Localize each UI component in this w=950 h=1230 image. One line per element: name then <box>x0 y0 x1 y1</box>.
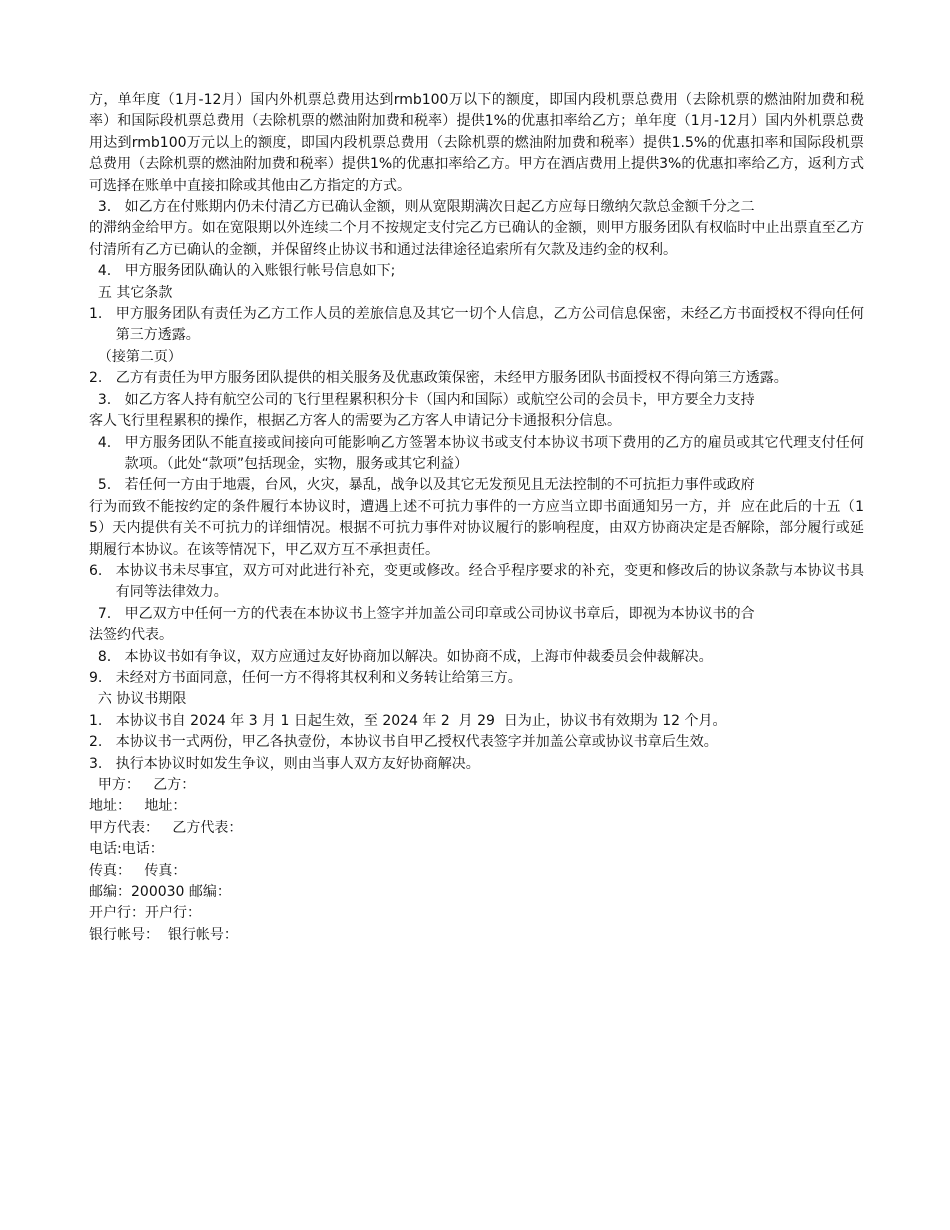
signature-phone: 电话:电话： <box>89 841 164 858</box>
list-item-dispute-resolution <box>89 754 864 775</box>
section-heading-other-terms: 五 其它条款 <box>89 284 173 301</box>
signature-fax: 传真： 传真： <box>89 862 187 879</box>
list-number: 6. <box>89 562 116 579</box>
list-item-confidentiality-b <box>89 368 864 389</box>
paragraph-mileage-card-continued: 客人飞行里程累积的操作，根据乙方客人的需要为乙方客人申请记分卡通报积分信息。 <box>89 413 621 430</box>
list-number: 7. <box>89 605 125 622</box>
list-text: 本协议书如有争议，双方应通过友好协商加以解决。如协商不成，上海市仲裁委员会仲裁解决。 <box>124 648 713 665</box>
list-number: 2. <box>89 734 116 751</box>
list-item-mileage-card <box>89 390 864 411</box>
section-heading-term: 六 协议书期限 <box>89 691 187 708</box>
list-number: 2. <box>89 370 116 387</box>
list-item-no-transfer <box>89 668 864 689</box>
list-item-bank-account <box>89 261 864 282</box>
list-item-copies <box>89 732 864 753</box>
list-number: 3. <box>89 199 125 216</box>
list-text: 甲方服务团队不能直接或间接向可能影响乙方签署本协议书或支付本协议书项下费用的乙方的雇员或其它代理支付任何款项。（此处“款项”包括现金，实物，服务或其它利益） <box>124 434 864 472</box>
list-text: 若任何一方由于地震，台风，火灾，暴乱，战争以及其它无发预见且无法控制的不可抗拒力事件或政府 <box>124 477 755 494</box>
list-number: 9. <box>89 669 116 686</box>
list-item-late-payment <box>89 197 864 218</box>
page-continuation-note: （接第二页） <box>89 348 182 365</box>
list-item-representatives <box>89 604 864 625</box>
list-item-confidentiality-a <box>89 304 864 347</box>
list-item-amendments <box>89 561 864 604</box>
list-text: 如乙方客人持有航空公司的飞行里程累积积分卡（国内和国际）或航空公司的会员卡，甲方要全力支持 <box>124 391 755 408</box>
contract-page <box>89 90 864 946</box>
list-number: 3. <box>89 391 125 408</box>
list-text: 本协议书自 2024 年 3 月 1 日起生效，至 2024 年 2 月 29 日为止，协议书有效期为 12 个月。 <box>115 712 727 729</box>
signature-address: 地址： 地址： <box>89 798 187 815</box>
signature-block <box>89 775 864 946</box>
list-number: 8. <box>89 648 125 665</box>
list-item-no-payments <box>89 433 864 476</box>
signature-postcode: 邮编：200030 邮编： <box>89 884 231 901</box>
list-text: 本协议书未尽事宜，双方可对此进行补充，变更或修改。经合乎程序要求的补充，变更和修改后的协议条款与本协议书具有同等法律效力。 <box>115 562 864 601</box>
paragraph-late-payment-continued: 的滞纳金给甲方。如在宽限期以外连续二个月不按规定支付完乙方已确认的金额，则甲方服务团队有权临时中止出票直至乙方付清所有乙方已确认的金额，并保留终止协议书和通过法律途径追索所有欠款及违约金的权利。 <box>89 220 864 258</box>
paragraph-force-majeure-continued: 行为而致不能按约定的条件履行本协议时，遭遇上述不可抗力事件的一方应当立即书面通知另一方，并 应在此后的十五（15）天内提供有关不可抗力的详细情况。根据不可抗力事件对协议履行的影响程度，由双方协商决定是否解除，部分履行或延期履行本协议。在该等情况下，甲乙双方互不承担责任。 <box>89 498 864 558</box>
list-number: 1. <box>89 306 116 323</box>
list-number: 4. <box>89 263 125 280</box>
list-item-disputes <box>89 647 864 668</box>
paragraph-discount-terms: 方，单年度（1月-12月）国内外机票总费用达到rmb100万以下的额度，即国内段机票总费用（去除机票的燃油附加费和税率）和国际段机票总费用（去除机票的燃油附加费和税率）提供1%的优惠扣率给乙方；单年度（1月-12月）国内外机票总费用达到rmb100万元以上的额度，即国内段机票总费用（去除机票的燃油附加费和税率）提供1.5%的优惠扣率和国际段机票总费用（去除机票的燃油附加费和税率）提供1%的优惠扣率给乙方。甲方在酒店费用上提供3%的优惠扣率给乙方，返利方式可选择在账单中直接扣除或其他由乙方指定的方式。 <box>89 92 864 194</box>
list-text: 如乙方在付账期内仍未付清乙方已确认金额，则从宽限期满次日起乙方应每日缴纳欠款总金额千分之二 <box>124 199 755 216</box>
list-text: 甲方服务团队有责任为乙方工作人员的差旅信息及其它一切个人信息，乙方公司信息保密，未经乙方书面授权不得向任何第三方透露。 <box>115 306 864 344</box>
signature-bank: 开户行：开户行： <box>89 905 201 922</box>
list-number: 4. <box>89 434 125 451</box>
list-number: 3. <box>89 755 116 772</box>
list-text: 甲方服务团队确认的入账银行帐号信息如下; <box>124 263 396 280</box>
list-text: 执行本协议时如发生争议，则由当事人双方友好协商解决。 <box>115 755 480 772</box>
list-text: 乙方有责任为甲方服务团队提供的相关服务及优惠政策保密，未经甲方服务团队书面授权不得向第三方透露。 <box>115 370 788 387</box>
list-text: 未经对方书面同意，任何一方不得将其权利和义务转让给第三方。 <box>115 669 522 686</box>
list-number: 1. <box>89 712 116 729</box>
list-item-force-majeure <box>89 475 864 496</box>
list-item-effective-period <box>89 711 864 732</box>
signature-representative: 甲方代表： 乙方代表： <box>89 819 243 836</box>
signature-parties: 甲方： 乙方： <box>89 777 196 793</box>
paragraph-representatives-continued: 法签约代表。 <box>89 627 173 644</box>
list-text: 甲乙双方中任何一方的代表在本协议书上签字并加盖公司印章或公司协议书章后，即视为本协议书的合 <box>124 605 755 622</box>
list-number: 5. <box>89 477 125 494</box>
signature-account: 银行帐号： 银行帐号： <box>89 926 238 943</box>
list-text: 本协议书一式两份，甲乙各执壹份，本协议书自甲乙授权代表签字并加盖公章或协议书章后生效。 <box>115 734 718 751</box>
